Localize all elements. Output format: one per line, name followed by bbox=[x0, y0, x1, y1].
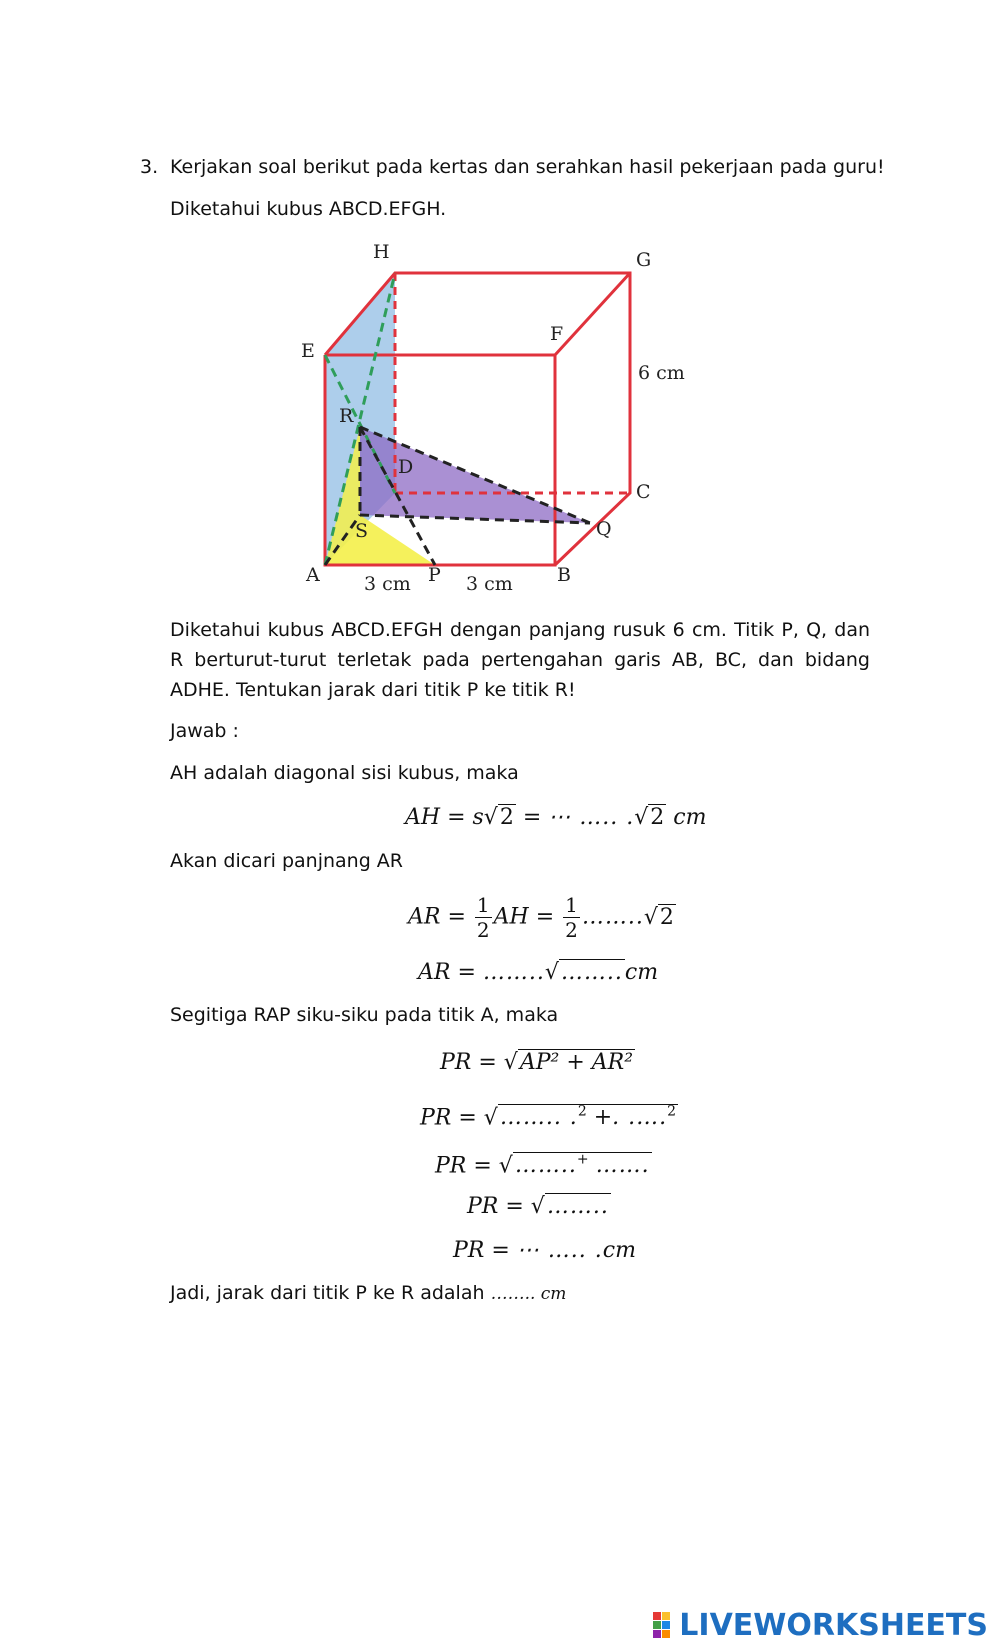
ap-length-label: 3 cm bbox=[364, 573, 411, 595]
step1-text: AH adalah diagonal sisi kubus, maka bbox=[170, 762, 519, 784]
cube-figure bbox=[300, 230, 685, 600]
label-a: A bbox=[306, 564, 320, 586]
blank-ar-1[interactable]: …….. bbox=[581, 904, 644, 930]
label-g: G bbox=[636, 249, 652, 271]
eq-pr-3: PR = √……..+ ……. bbox=[435, 1152, 650, 1179]
edge-length-label: 6 cm bbox=[638, 362, 685, 384]
answer-label: Jawab : bbox=[170, 720, 239, 742]
eq-pr-5: PR = ⋯ ….. .cm bbox=[453, 1238, 636, 1263]
question-number: 3. bbox=[140, 156, 159, 178]
eq-ar-1: AR = $\frac{1}{2}$ AH = $\frac{1}{2}$ ……..√2 bbox=[408, 893, 674, 942]
blank-pr-3a[interactable]: …….. bbox=[514, 1153, 577, 1179]
eq-pr-1: PR = √AP² + AR² bbox=[440, 1050, 634, 1075]
blank-pr-2b[interactable]: . .…. bbox=[612, 1105, 668, 1131]
blank-pr-5[interactable]: ⋯ ….. . bbox=[516, 1238, 603, 1263]
label-e: E bbox=[301, 340, 315, 362]
problem-text: Diketahui kubus ABCD.EFGH dengan panjang rusuk 6 cm. Titik P, Q, dan R berturut-turut terletak pada pertengahan garis AB, BC, dan bidang ADHE. Tentukan jarak dari titik P ke titik R! bbox=[170, 619, 870, 701]
blank-ah[interactable]: ⋯ ….. . bbox=[548, 805, 635, 830]
eq-pr-2: PR = √…….. .$^2$ +. .….$^2$ bbox=[420, 1104, 677, 1131]
label-h: H bbox=[373, 241, 390, 263]
label-d: D bbox=[398, 456, 414, 478]
label-r: R bbox=[339, 405, 354, 427]
label-f: F bbox=[550, 323, 564, 345]
question-instruction: Kerjakan soal berikut pada kertas dan serahkan hasil pekerjaan pada guru! bbox=[170, 156, 885, 178]
pb-length-label: 3 cm bbox=[466, 573, 513, 595]
label-p: P bbox=[428, 564, 441, 586]
eq-pr-4: PR = √…….. bbox=[467, 1194, 609, 1219]
brand-name: LIVEWORKSHEETS bbox=[679, 1608, 988, 1643]
liveworksheets-logo bbox=[653, 1608, 988, 1643]
blank-ar-2[interactable]: …….. bbox=[482, 960, 545, 985]
eq-ah: AH = s√2 = ⋯ ….. .√2 cm bbox=[405, 805, 707, 830]
label-c: C bbox=[636, 481, 651, 503]
label-b: B bbox=[557, 564, 571, 586]
step3-text: Segitiga RAP siku-siku pada titik A, maka bbox=[170, 1004, 559, 1026]
blank-pr-2a[interactable]: …….. . bbox=[499, 1105, 578, 1131]
blank-pr-4[interactable]: …….. bbox=[546, 1194, 609, 1219]
eq-ar-2: AR = ……..√……..cm bbox=[418, 960, 659, 985]
label-q: Q bbox=[596, 518, 612, 540]
blank-ar-3[interactable]: …….. bbox=[560, 960, 623, 985]
step2-text: Akan dicari panjnang AR bbox=[170, 850, 404, 872]
label-s: S bbox=[355, 520, 369, 542]
conclusion-blank[interactable]: …….. cm bbox=[490, 1284, 567, 1304]
logo-icon bbox=[653, 1612, 679, 1640]
given-statement: Diketahui kubus ABCD.EFGH. bbox=[170, 198, 447, 220]
conclusion-text: Jadi, jarak dari titik P ke R adalah …….. cm bbox=[170, 1282, 567, 1304]
blank-pr-3b[interactable]: ……. bbox=[595, 1153, 650, 1179]
